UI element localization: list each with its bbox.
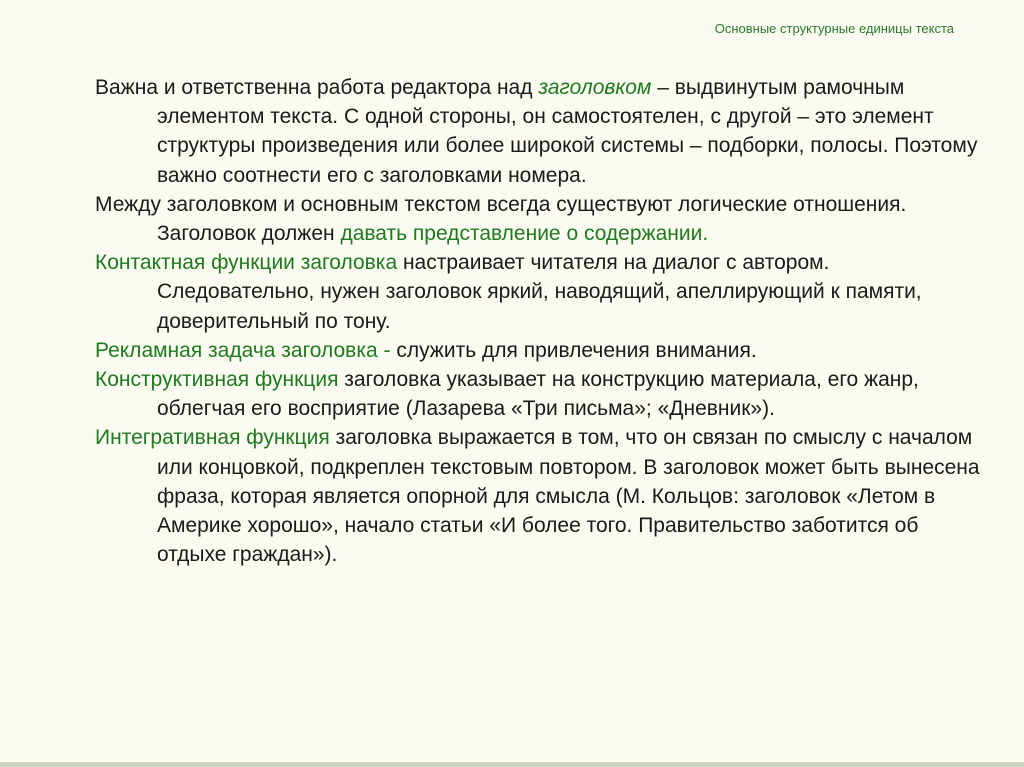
term-zagolovkom: заголовком xyxy=(538,76,652,99)
text-segment: настраивает читателя на диалог с автором. Следовательно, нужен заголовок яркий, наводящий, апеллирующий к памяти, доверительный по тону. xyxy=(157,251,922,333)
paragraph-advertising-task xyxy=(95,336,985,365)
text-segment: заголовка выражается в том, что он связан по смыслу с началом или концовкой, подкреплен текстовым повтором. В заголовок может быть вынесена фраза, которая является опорной для смысла (М. Кольцов: заголовок «Летом в Америке хорошо», начало статьи «И более того. Правительство заботится об отдыхе граждан»). xyxy=(157,426,980,567)
term-contact-function: Контактная функции заголовка xyxy=(95,251,398,275)
text-segment: заголовка указывает на конструкцию материала, его жанр, облегчая его восприятие (Лазарева «Три письма»; «Дневник»). xyxy=(157,368,919,421)
text-segment: – выдвинутым рамочным элементом текста. С одной стороны, он самостоятелен, с другой – это элемент структуры произведения или более широкой системы – подборки, полосы. Поэтому важно соотнести его с заголовками номера. xyxy=(157,76,978,187)
paragraph-integrative-function xyxy=(95,423,985,569)
term-advertising-task: Рекламная задача заголовка - xyxy=(95,338,391,362)
body-text xyxy=(95,73,985,569)
text-segment: служить для привлечения внимания. xyxy=(390,338,757,362)
paragraph-contact-function xyxy=(95,248,985,336)
paragraph-logical-relations xyxy=(95,190,985,248)
term-integrative-function: Интегративная функция xyxy=(95,426,330,450)
paragraph-constructive-function xyxy=(95,365,985,423)
bottom-divider xyxy=(0,762,1024,767)
slide-header: Основные структурные единицы текста xyxy=(714,21,954,36)
term-constructive-function: Конструктивная функция xyxy=(95,368,339,392)
term-content-overview: давать представление о содержании. xyxy=(340,222,709,246)
text-segment: Важна и ответственна работа редактора над xyxy=(95,76,539,99)
paragraph-editor-work xyxy=(95,73,985,190)
text-segment: Между заголовком и основным текстом всегда существуют логические отношения. Заголовок должен xyxy=(95,192,907,246)
